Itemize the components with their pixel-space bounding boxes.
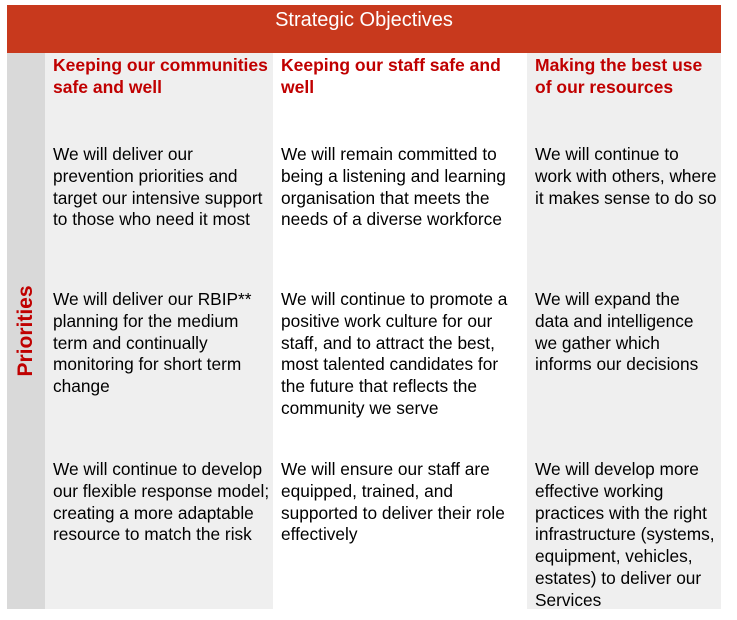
objective-title: Making the best use of our resources [535, 55, 703, 97]
priority-cell: We will continue to promote a positive work culture for our staff, and to attract the best, most talented candidates for the future that reflects the community we serve [281, 289, 508, 418]
strategic-objectives-header [7, 5, 721, 53]
objective-title: Keeping our staff safe and well [281, 55, 501, 97]
priority-cell: We will expand the data and intelligence we gather which informs our decisions [535, 289, 699, 375]
priority-cell: We will remain committed to being a listening and learning organisation that meets the needs of a diverse workforce [281, 144, 506, 230]
priority-cell: We will deliver our prevention priorities and target our intensive support to those who need it most [53, 144, 263, 230]
objective-column-resources [527, 53, 721, 609]
objective-title: Keeping our communities safe and well [53, 55, 268, 97]
priority-cell: We will ensure our staff are equipped, trained, and supported to deliver their role effectively [281, 459, 505, 545]
priority-cell: We will develop more effective working practices with the right infrastructure (systems, equipment, vehicles, estates) to deliver our Services [535, 459, 715, 610]
priority-cell: We will continue to develop our flexible response model; creating a more adaptable resource to match the risk [53, 459, 270, 545]
priority-cell: We will deliver our RBIP** planning for the medium term and continually monitoring for short term change [53, 289, 252, 397]
priorities-label: Priorities [14, 285, 37, 377]
header-title: Strategic Objectives [275, 9, 453, 31]
objective-column-communities [45, 53, 273, 609]
objective-column-staff [273, 53, 527, 609]
priorities-sidebar [7, 53, 45, 609]
priority-cell: We will continue to work with others, where it makes sense to do so [535, 144, 717, 208]
